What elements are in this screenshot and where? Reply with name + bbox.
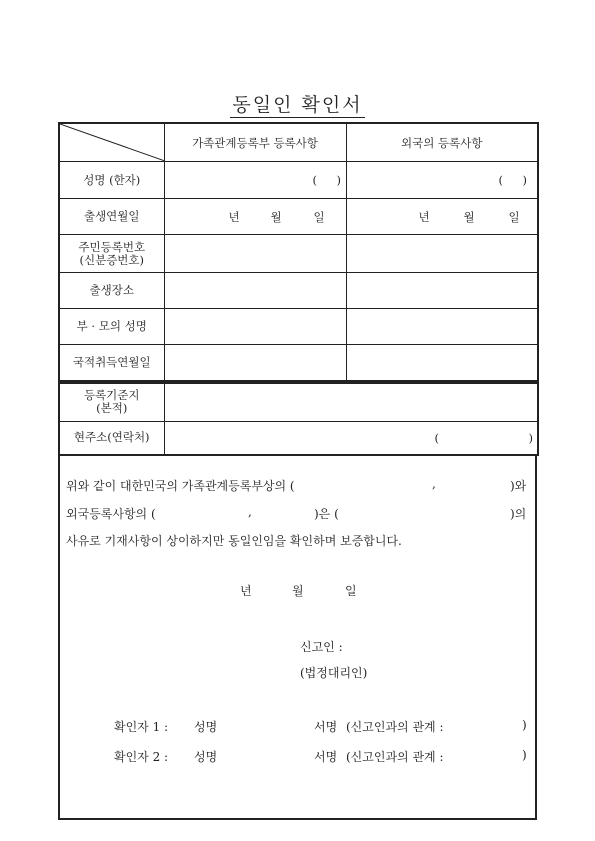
row-label-birthdate: 출생연월일 — [59, 199, 164, 235]
row-label-naturalization-date: 국적취득연월일 — [59, 345, 164, 381]
paren-close: ) — [336, 173, 341, 187]
confirmer-1-sign-label: 서명 — [314, 720, 338, 734]
birthplace-field-foreign[interactable] — [346, 273, 538, 309]
paren-open: ( — [312, 173, 317, 187]
sign-day-unit: 일 — [345, 584, 357, 598]
parents-field-family[interactable] — [164, 309, 346, 345]
parents-field-foreign[interactable] — [346, 309, 538, 345]
header-family-register: 가족관계등록부 등록사항 — [164, 123, 346, 162]
paren-close: ) — [528, 430, 533, 445]
birthdate-field-foreign[interactable] — [346, 199, 538, 235]
header-foreign-register: 외국의 등록사항 — [346, 123, 538, 162]
statement-line2-mid: )은 ( — [314, 507, 339, 521]
day-unit: 일 — [313, 209, 325, 224]
naturalization-field-family[interactable] — [164, 345, 346, 381]
year-unit: 년 — [418, 209, 430, 224]
diagonal-line — [60, 124, 165, 161]
day-unit: 일 — [508, 209, 520, 224]
sign-month-unit: 월 — [292, 584, 304, 598]
month-unit: 월 — [270, 209, 282, 224]
confirmer-2-label: 확인자 2 : — [114, 750, 169, 764]
confirmer-2-relation-label: (신고인과의 관계 : — [346, 750, 444, 764]
row-label-registry — [59, 383, 164, 421]
statement-line3: 사유로 기재사항이 상이하지만 동일인임을 확인하며 보증합니다. — [66, 534, 402, 548]
row-label-address: 현주소(연락처) — [59, 421, 164, 455]
legal-representative-label: (법정대리인) — [300, 666, 368, 680]
confirmer-1-label: 확인자 1 : — [114, 720, 169, 734]
address-field[interactable] — [164, 421, 538, 455]
row-label-name: 성명 (한자) — [59, 162, 164, 199]
id-label-line2: (신분증번호) — [79, 252, 145, 267]
id-field-family[interactable] — [164, 235, 346, 273]
confirmer-1-relation-label: (신고인과의 관계 : — [346, 720, 444, 734]
statement-box — [58, 454, 537, 820]
statement-line1-text: 위와 같이 대한민국의 가족관계등록부상의 ( — [66, 479, 295, 493]
confirmer-1-name-label: 성명 — [194, 720, 218, 734]
registry-address-table — [58, 382, 539, 456]
confirmer-2-sign-label: 서명 — [314, 750, 338, 764]
statement-line1-comma: , — [432, 477, 436, 491]
registry-label-line2: (본적) — [96, 401, 128, 416]
birthdate-field-family[interactable] — [164, 199, 346, 235]
registration-comparison-table — [58, 122, 539, 382]
registry-field[interactable] — [164, 383, 538, 421]
name-field-family[interactable] — [164, 162, 346, 199]
paren-open: ( — [498, 173, 503, 187]
statement-line2: 외국등록사항의 ( — [66, 507, 156, 521]
sign-year-unit: 년 — [240, 584, 252, 598]
name-field-foreign[interactable] — [346, 162, 538, 199]
statement-line1 — [66, 477, 295, 494]
confirmer-1-close: ) — [522, 718, 527, 732]
row-label-id-number — [59, 235, 164, 273]
month-unit: 월 — [463, 209, 475, 224]
naturalization-field-foreign[interactable] — [346, 345, 538, 381]
statement-line2-comma: , — [248, 505, 252, 519]
document-title — [0, 90, 595, 117]
paren-open: ( — [434, 430, 439, 445]
title-text: 동일인 확인서 — [232, 94, 363, 116]
statement-line1-end: )와 — [510, 479, 527, 493]
row-label-birthplace: 출생장소 — [59, 273, 164, 309]
id-label-line1: 주민등록번호 — [78, 239, 146, 254]
confirmer-2-name-label: 성명 — [194, 750, 218, 764]
statement-line2-end: )의 — [510, 507, 527, 521]
paren-close: ) — [522, 173, 527, 187]
diagonal-header-cell — [59, 123, 164, 162]
row-label-parents: 부 · 모의 성명 — [59, 309, 164, 345]
reporter-label: 신고인 : — [300, 640, 343, 654]
registry-label-line1: 등록기준지 — [83, 388, 140, 403]
id-field-foreign[interactable] — [346, 235, 538, 273]
birthplace-field-family[interactable] — [164, 273, 346, 309]
confirmer-2-close: ) — [522, 748, 527, 762]
year-unit: 년 — [228, 209, 240, 224]
